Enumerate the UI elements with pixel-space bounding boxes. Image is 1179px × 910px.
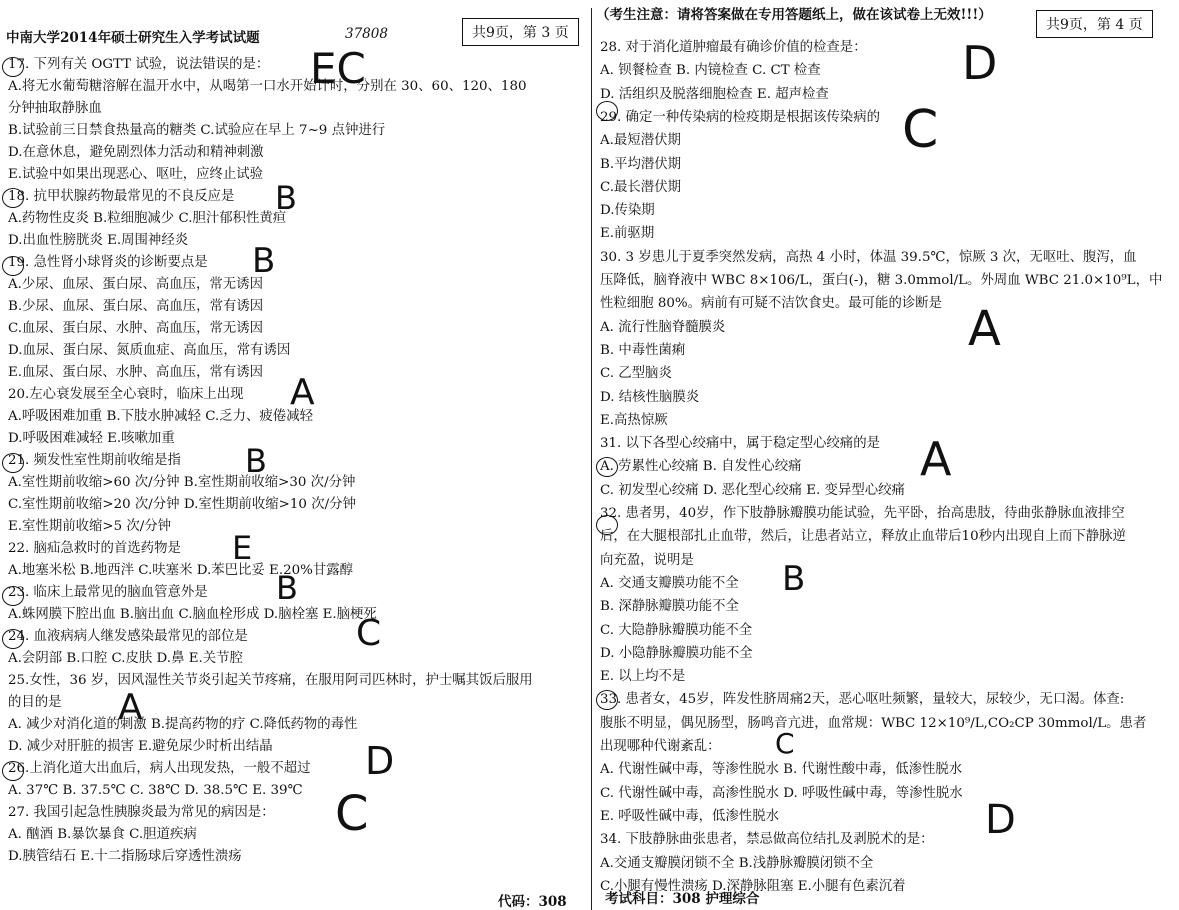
q17-circle — [2, 57, 24, 77]
text-line: C.小腿有慢性溃疡 D.深静脉阻塞 E.小腿有色素沉着 — [600, 878, 906, 894]
right-page — [592, 0, 1179, 910]
handwritten-answer-q31: A — [920, 432, 952, 486]
text-line: A. 37℃ B. 37.5℃ C. 38℃ D. 38.5℃ E. 39℃ — [8, 783, 303, 798]
text-line: C.血尿、蛋白尿、水肿、高血压，常无诱因 — [8, 321, 264, 336]
text-line: A.地塞米松 B.地西泮 C.呋塞米 D.苯巴比妥 E.20%甘露醇 — [8, 563, 354, 578]
text-line: 向充盈，说明是 — [600, 552, 694, 568]
text-line: 压降低，脑脊液中 WBC 8×106/L，蛋白(-)，糖 3.0mmol/L。外周血 WBC 21.0×10⁹L，中 — [600, 273, 1163, 288]
text-line: C. 代谢性碱中毒，高渗性脱水 D. 呼吸性碱中毒，等渗性脱水 — [600, 785, 963, 801]
text-line: D.出血性膀胱炎 E.周围神经炎 — [8, 233, 189, 248]
text-line: C. 乙型脑炎 — [600, 366, 672, 382]
text-line: 33. 患者女，45岁，阵发性脐周痛2天，恶心呕吐频繁，量较大，尿较少，无口渴。体查: — [600, 692, 1125, 708]
text-line: C. 大隐静脉瓣膜功能不全 — [600, 622, 753, 638]
q24-circle — [2, 629, 24, 649]
text-line: A. 酗酒 B.暴饮暴食 C.胆道疾病 — [8, 827, 197, 842]
text-line: D. 小隐静脉瓣膜功能不全 — [600, 645, 753, 661]
text-line: A. 交通支瓣膜功能不全 — [600, 575, 739, 591]
text-line: 分钟抽取静脉血 — [8, 101, 102, 116]
text-line: A. 劳累性心绞痛 B. 自发性心绞痛 — [600, 459, 802, 475]
text-line: 18. 抗甲状腺药物最常见的不良反应是 — [8, 189, 235, 204]
q21-circle — [2, 453, 24, 473]
handwritten-answer-q27: C — [335, 786, 369, 842]
text-line: E. 呼吸性碱中毒，低渗性脱水 — [600, 808, 779, 824]
text-line: E.高热惊厥 — [600, 412, 668, 428]
footer-subject: 考试科目：308 护理综合 — [605, 891, 760, 907]
left-exam-code: 37808 — [345, 26, 388, 42]
text-line: 20.左心衰发展至全心衰时，临床上出现 — [8, 387, 244, 402]
text-line: E.试验中如果出现恶心、呕吐，应终止试验 — [8, 167, 264, 182]
text-line: 的目的是 — [8, 695, 62, 710]
text-line: E. 以上均不是 — [600, 669, 686, 685]
text-line: 30. 3 岁患儿于夏季突然发病，高热 4 小时，体温 39.5℃，惊厥 3 次，无呕吐、腹泻，血 — [600, 249, 1137, 265]
text-line: A. 钡餐检查 B. 内镜检查 C. CT 检查 — [600, 63, 821, 79]
text-line: 29. 确定一种传染病的检疫期是根据该传染病的 — [600, 109, 880, 125]
text-line: A.最短潜伏期 — [600, 133, 681, 149]
text-line: 27. 我国引起急性胰腺炎最为常见的病因是： — [8, 805, 275, 820]
footer-code: 代码：308 — [498, 894, 567, 910]
handwritten-answer-q25: A — [118, 687, 143, 728]
text-line: E.血尿、蛋白尿、水肿、高血压，常有诱因 — [8, 365, 264, 380]
text-line: A. 流行性脑脊髓膜炎 — [600, 319, 726, 335]
text-line: B.试验前三日禁食热量高的糖类 C.试验应在早上 7~9 点钟进行 — [8, 123, 386, 138]
text-line: 25.女性，36 岁，因风湿性关节炎引起关节疼痛，在服用阿司匹林时，护士嘱其饭后服用 — [8, 673, 533, 688]
text-line: D. 减少对肝脏的损害 E.避免尿少时析出结晶 — [8, 739, 273, 754]
handwritten-answer-q22: E — [232, 529, 253, 567]
text-line: D.传染期 — [600, 203, 655, 219]
right-notice: （考生注意：请将答案做在专用答题纸上，做在该试卷上无效!!!） — [596, 7, 992, 23]
q29-circle — [596, 101, 618, 121]
text-line: C.最长潜伏期 — [600, 179, 681, 195]
handwritten-answer-q23: B — [276, 569, 298, 607]
text-line: D. 活组织及脱落细胞检查 E. 超声检查 — [600, 86, 829, 102]
text-line: 出现哪种代谢紊乱： — [600, 739, 721, 754]
text-line: B.少尿、血尿、蛋白尿、高血压，常有诱因 — [8, 299, 264, 314]
handwritten-answer-q34: D — [985, 797, 1016, 843]
handwritten-answer-q17: EC — [310, 44, 366, 93]
text-line: A. 代谢性碱中毒，等渗性脱水 B. 代谢性酸中毒，低渗性脱水 — [600, 762, 963, 778]
handwritten-answer-q29: C — [902, 100, 939, 160]
text-line: 性粒细胞 80%。病前有可疑不洁饮食史。最可能的诊断是 — [600, 296, 943, 312]
text-line: D.在意休息，避免剧烈体力活动和精神刺激 — [8, 145, 264, 160]
text-line: 22. 脑疝急救时的首选药物是 — [8, 541, 181, 556]
text-line: 腹胀不明显，偶见肠型，肠鸣音亢进，血常规：WBC 12×10⁹/L,CO₂CP 30mmol/L。患者 — [600, 715, 1147, 731]
text-line: A.蛛网膜下腔出血 B.脑出血 C.脑血栓形成 D.脑栓塞 E.脑梗死 — [8, 607, 377, 622]
text-line: 32. 患者男，40岁，作下肢静脉瓣膜功能试验，先平卧，抬高患肢，待曲张静脉血液排空 — [600, 506, 1125, 521]
left-page-number: 共9页，第 3 页 — [462, 18, 579, 46]
text-line: 26.上消化道大出血后，病人出现发热，一般不超过 — [8, 761, 311, 776]
text-line: A.室性期前收缩>60 次/分钟 B.室性期前收缩>30 次/分钟 — [8, 475, 356, 490]
text-line: B. 中毒性菌痢 — [600, 342, 686, 358]
text-line: C.室性期前收缩>20 次/分钟 D.室性期前收缩>10 次/分钟 — [8, 497, 356, 512]
handwritten-answer-q33: C — [775, 727, 795, 760]
text-line: 17. 下列有关 OGTT 试验，说法错误的是： — [8, 57, 270, 72]
text-line: A. 减少对消化道的刺激 B.提高药物的疗 C.降低药物的毒性 — [8, 717, 358, 732]
q32-circle — [596, 515, 618, 535]
q23-circle — [2, 586, 24, 606]
left-title: 中南大学2014年硕士研究生入学考试试题 — [6, 30, 260, 46]
handwritten-answer-q28: D — [962, 36, 998, 90]
text-line: 23. 临床上最常见的脑血管意外是 — [8, 585, 208, 600]
text-line: E.室性期前收缩>5 次/分钟 — [8, 519, 172, 534]
text-line: A.将无水葡萄糖溶解在温开水中，从喝第一口水开始计时，分别在 30、60、120、180 — [8, 79, 527, 94]
text-line: 19. 急性肾小球肾炎的诊断要点是 — [8, 255, 208, 270]
text-line: D.呼吸困难减轻 E.咳嗽加重 — [8, 431, 175, 446]
text-line: C. 初发型心绞痛 D. 恶化型心绞痛 E. 变异型心绞痛 — [600, 482, 905, 498]
text-line: A.会阴部 B.口腔 C.皮肤 D.鼻 E.关节腔 — [8, 651, 243, 666]
text-line: B.平均潜伏期 — [600, 156, 682, 172]
handwritten-answer-q30: A — [968, 301, 1001, 357]
text-line: A.呼吸困难加重 B.下肢水肿减轻 C.乏力、疲倦减轻 — [8, 409, 313, 424]
q31-circle — [596, 457, 618, 477]
q26-circle — [2, 761, 24, 781]
handwritten-answer-q21: B — [245, 442, 267, 480]
text-line: 28. 对于消化道肿瘤最有确诊价值的检查是： — [600, 40, 867, 55]
text-line: 后，在大腿根部扎止血带，然后，让患者站立，释放止血带后10秒内出现自上而下静脉逆 — [600, 529, 1126, 545]
handwritten-answer-q18: B — [275, 179, 297, 217]
handwritten-answer-q26: D — [365, 739, 395, 783]
handwritten-answer-q24: C — [356, 613, 382, 654]
text-line: A.交通支瓣膜闭锁不全 B.浅静脉瓣膜闭锁不全 — [600, 855, 874, 871]
text-line: A.少尿、血尿、蛋白尿、高血压，常无诱因 — [8, 277, 263, 292]
text-line: D.胰管结石 E.十二指肠球后穿透性溃疡 — [8, 849, 242, 864]
handwritten-answer-q19: B — [252, 241, 276, 281]
q33-circle — [596, 690, 618, 710]
text-line: D. 结核性脑膜炎 — [600, 389, 700, 405]
text-line: D.血尿、蛋白尿、氮质血症、高血压，常有诱因 — [8, 343, 291, 358]
text-line: B. 深静脉瓣膜功能不全 — [600, 599, 739, 615]
right-page-number: 共9页，第 4 页 — [1036, 10, 1153, 38]
text-line: E.前驱期 — [600, 226, 655, 242]
handwritten-answer-q20: A — [290, 372, 315, 413]
text-line: 31. 以下各型心绞痛中，属于稳定型心绞痛的是 — [600, 436, 880, 452]
handwritten-answer-q32: B — [782, 559, 806, 599]
text-line: 34. 下肢静脉曲张患者，禁忌做高位结扎及剥脱术的是： — [600, 832, 934, 848]
text-line: 24. 血液病病人继发感染最常见的部位是 — [8, 629, 248, 644]
text-line: 21. 频发性室性期前收缩是指 — [8, 453, 181, 468]
q18-circle — [2, 188, 24, 208]
q19-circle — [2, 256, 24, 276]
text-line: A.药物性皮炎 B.粒细胞减少 C.胆汁郁积性黄疸 — [8, 211, 287, 226]
